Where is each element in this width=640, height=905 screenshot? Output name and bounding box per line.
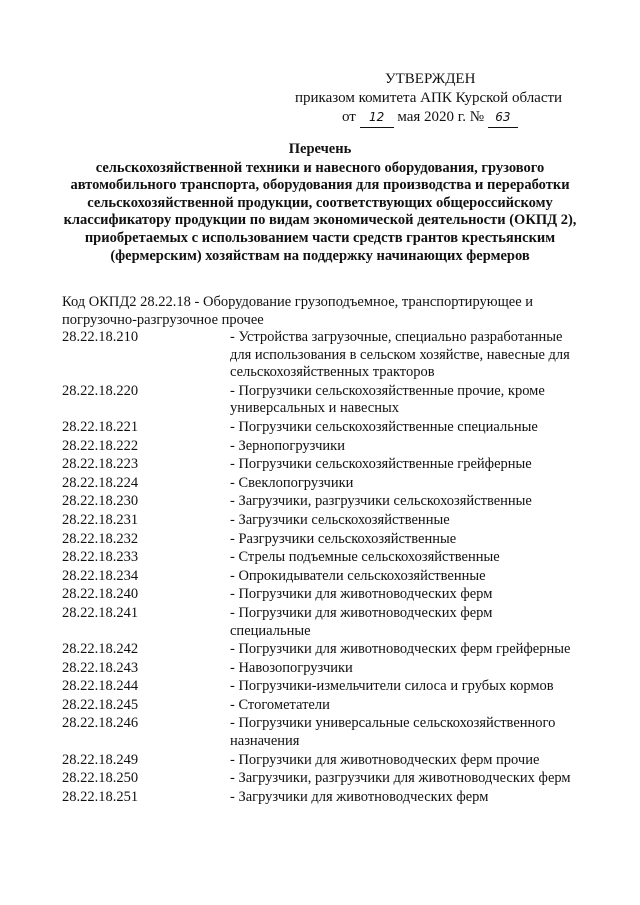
handwritten-order-number: 63 — [488, 108, 518, 128]
okpd-code: 28.22.18.233 — [62, 549, 139, 566]
okpd-description: - Загрузчики, разгрузчики сельскохозяйственные — [230, 493, 532, 510]
okpd-code: 28.22.18.240 — [62, 586, 139, 603]
approved-by-order: приказом комитета АПК Курской области — [295, 90, 563, 106]
section-heading: Код ОКПД2 28.22.18 - Оборудование грузоподъемное, транспортирующее и погрузочно-разгрузочное прочее — [62, 294, 534, 328]
list-item — [62, 568, 582, 586]
okpd-code: 28.22.18.224 — [62, 474, 139, 491]
okpd-description: - Загрузчики для животноводческих ферм — [230, 788, 489, 805]
okpd-code: 28.22.18.221 — [62, 418, 139, 435]
okpd-code: 28.22.18.246 — [62, 715, 139, 732]
list-item — [62, 419, 582, 437]
okpd-description: - Загрузчики сельскохозяйственные — [230, 511, 450, 528]
approved-title: УТВЕРЖДЕН — [385, 71, 476, 87]
okpd-code: 28.22.18.222 — [62, 437, 139, 454]
okpd-description: - Погрузчики универсальные сельскохозяйственного назначения — [230, 715, 556, 750]
okpd-description: - Свеклопогрузчики — [230, 474, 354, 491]
okpd-code: 28.22.18.231 — [62, 511, 139, 528]
okpd-code: 28.22.18.234 — [62, 567, 139, 584]
okpd-code: 28.22.18.245 — [62, 696, 139, 713]
list-item — [62, 586, 582, 604]
list-item — [62, 456, 582, 474]
list-item — [62, 605, 582, 640]
list-item — [62, 715, 582, 750]
okpd-code: 28.22.18.243 — [62, 659, 139, 676]
okpd-description: - Опрокидыватели сельскохозяйственные — [230, 567, 486, 584]
okpd-description: - Зернопогрузчики — [230, 437, 345, 454]
okpd-description: - Устройства загрузочные, специально разработанные для использования в сельском хозяйстве, навесные для сельскохозяйственных тракторов — [230, 329, 570, 381]
approval-stamp — [280, 70, 610, 128]
okpd-code: 28.22.18.242 — [62, 641, 139, 658]
okpd-description: - Погрузчики-измельчители силоса и грубых кормов — [230, 678, 554, 695]
okpd-code: 28.22.18.230 — [62, 493, 139, 510]
okpd-description: - Погрузчики для животноводческих ферм специальные — [230, 604, 493, 639]
okpd-description: - Погрузчики для животноводческих ферм прочие — [230, 751, 540, 768]
code-list — [62, 329, 582, 807]
list-item — [62, 660, 582, 678]
okpd-description: - Погрузчики сельскохозяйственные прочие, кроме универсальных и навесных — [230, 382, 545, 417]
document-title — [60, 141, 580, 265]
okpd-code: 28.22.18.250 — [62, 770, 139, 787]
list-item — [62, 549, 582, 567]
list-item — [62, 678, 582, 696]
okpd-code: 28.22.18.249 — [62, 751, 139, 768]
okpd-description: - Погрузчики для животноводческих ферм грейферные — [230, 641, 571, 658]
okpd-code: 28.22.18.241 — [62, 604, 139, 621]
list-item — [62, 383, 582, 418]
list-subtitle: сельскохозяйственной техники и навесного оборудования, грузового автомобильного транспорта, оборудования для производства и переработки сельскохозяйственной продукции, соответствующих общероссийскому классификатору продукции по видам экономической деятельности (ОКПД 2), приобретаемых с использованием части средств грантов крестьянским (фермерским) хозяйствам на поддержку начинающих фермеров — [63, 159, 577, 264]
date-prefix: от — [342, 109, 356, 125]
list-item — [62, 438, 582, 456]
list-item — [62, 697, 582, 715]
okpd-description: - Погрузчики для животноводческих ферм — [230, 586, 493, 603]
list-item — [62, 770, 582, 788]
okpd-description: - Стрелы подъемные сельскохозяйственные — [230, 549, 500, 566]
list-item — [62, 512, 582, 530]
list-item — [62, 493, 582, 511]
okpd-code: 28.22.18.251 — [62, 788, 139, 805]
list-heading: Перечень — [288, 141, 352, 157]
okpd-code: 28.22.18.244 — [62, 678, 139, 695]
list-item — [62, 531, 582, 549]
okpd-description: - Разгрузчики сельскохозяйственные — [230, 530, 457, 547]
list-item — [62, 329, 582, 382]
okpd-code: 28.22.18.223 — [62, 456, 139, 473]
approval-date-line — [280, 108, 610, 128]
okpd-description: - Погрузчики сельскохозяйственные специальные — [230, 418, 538, 435]
okpd-description: - Загрузчики, разгрузчики для животноводческих ферм — [230, 770, 571, 787]
list-item — [62, 789, 582, 807]
list-item — [62, 475, 582, 493]
okpd-description: - Стогометатели — [230, 696, 330, 713]
okpd-description: - Навозопогрузчики — [230, 659, 353, 676]
okpd-description: - Погрузчики сельскохозяйственные грейферные — [230, 456, 532, 473]
handwritten-day: 12 — [360, 108, 394, 128]
okpd-code: 28.22.18.210 — [62, 329, 139, 345]
month-year: мая 2020 г. № — [397, 109, 485, 125]
okpd-code: 28.22.18.232 — [62, 530, 139, 547]
list-item — [62, 752, 582, 770]
okpd-code: 28.22.18.220 — [62, 382, 139, 399]
list-item — [62, 641, 582, 659]
